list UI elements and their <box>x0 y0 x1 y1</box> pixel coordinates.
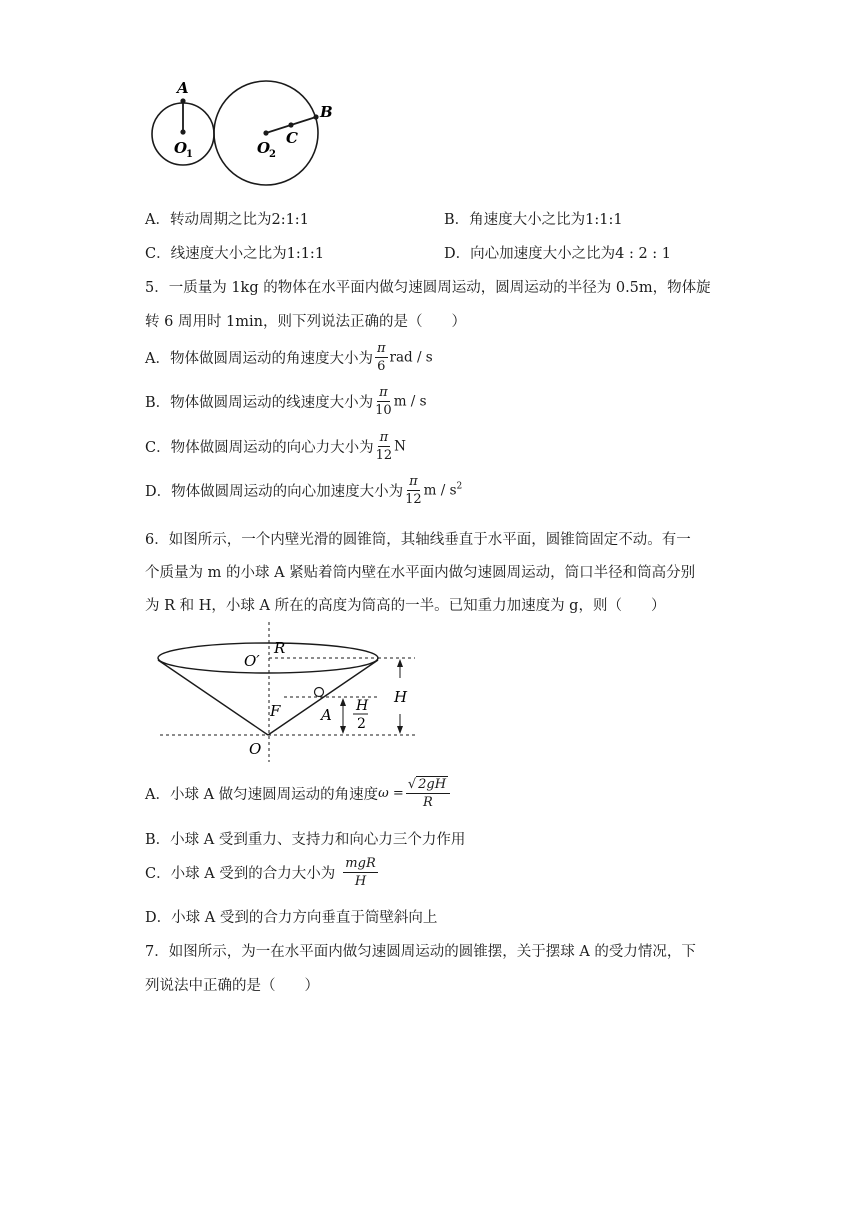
q5-option-c-fraction: $\frac{\pi}{12}$ <box>375 430 393 463</box>
label-a: A <box>177 79 189 97</box>
q6-option-b: B．小球 A 受到重力、支持力和向心力三个力作用 <box>145 832 466 848</box>
q6-stem-line2: 个质量为 m 的小球 A 紧贴着筒内壁在水平面内做匀速圆周运动，筒口半径和筒高分别 <box>145 565 696 581</box>
point-o1 <box>180 129 185 134</box>
q4-option-d: D．向心加速度大小之比为4 : 2 : 1 <box>444 246 672 262</box>
q6-stem-line3: 为 R 和 H，小球 A 所在的高度为筒高的一半。已知重力加速度为 g，则（ ） <box>145 598 666 614</box>
q6-option-a-fraction: $\frac{√ 2gH}{R}$ <box>406 778 450 809</box>
q6-option-c-text: C．小球 A 受到的合力大小为 <box>145 866 336 882</box>
q5-option-d-fraction: $\frac{\pi}{12}$ <box>405 474 422 507</box>
q5-option-a <box>145 342 433 373</box>
q5-option-d <box>145 475 462 506</box>
q5-option-c-text: C．物体做圆周运动的向心力大小为 <box>145 440 374 456</box>
q5-stem-line2: 转 6 周用时 1min，则下列说法正确的是（ ） <box>145 314 467 330</box>
q4-option-c: C．线速度大小之比为1:1:1 <box>145 246 325 262</box>
point-c <box>288 122 293 127</box>
cone-figure <box>150 622 430 764</box>
label-r: R <box>274 639 286 657</box>
label-f: F <box>270 702 281 720</box>
label-o2: O <box>257 139 271 157</box>
label-a: A <box>321 706 332 724</box>
label-o2-sub: 2 <box>269 149 276 160</box>
label-o: O <box>249 740 262 758</box>
q7-stem-line1: 7．如图所示，为一在水平面内做匀速圆周运动的圆锥摆，关于摆球 A 的受力情况，下 <box>145 944 696 960</box>
q4-option-b: B．角速度大小之比为1:1:1 <box>444 212 623 228</box>
q5-option-a-unit: rad / s <box>389 349 433 366</box>
half-h-arrow-up-head <box>340 698 346 706</box>
q6-option-a <box>145 778 452 809</box>
cone-rim <box>158 643 378 673</box>
half-h-arrow-down-head <box>340 726 346 734</box>
q6-option-d: D．小球 A 受到的合力方向垂直于筒壁斜向上 <box>145 910 438 926</box>
q5-option-a-fraction: $\frac{\pi}{6}$ <box>376 341 386 374</box>
q6-option-c-fraction: $\frac{\text{mgR}}{H}$ <box>345 856 376 889</box>
q5-option-c <box>145 431 406 462</box>
h-arrow-down-head <box>397 726 403 734</box>
q5-stem-line1: 5．一质量为 1kg 的物体在水平面内做匀速圆周运动，圆周运动的半径为 0.5m，物体旋 <box>145 280 711 296</box>
q7-stem-line2: 列说法中正确的是（ ） <box>145 978 319 994</box>
h-arrow-up-head <box>397 659 403 667</box>
q5-option-b-text: B．物体做圆周运动的线速度大小为 <box>145 395 374 411</box>
label-h-half-den: 2 <box>357 716 366 732</box>
q5-option-c-unit: N <box>394 438 406 455</box>
label-o1: O <box>174 139 188 157</box>
q5-option-d-unit: m / s <box>423 482 457 499</box>
q5-option-b-fraction: $\frac{\pi}{10}$ <box>375 385 392 418</box>
label-c: C <box>286 129 298 147</box>
point-o2 <box>263 130 268 135</box>
label-h: H <box>394 688 408 706</box>
q5-option-d-text: D．物体做圆周运动的向心加速度大小为 <box>145 484 404 500</box>
label-o1-sub: 1 <box>186 149 193 160</box>
gear-circles-figure <box>140 74 350 192</box>
q6-option-a-omega: ω = <box>378 786 404 801</box>
q5-option-b-unit: m / s <box>393 393 427 410</box>
label-h-half-num: H <box>356 698 369 714</box>
q6-option-c <box>145 857 380 888</box>
q5-option-b <box>145 386 427 417</box>
label-o-prime: O′ <box>244 652 260 670</box>
q4-option-a: A．转动周期之比为2:1:1 <box>145 212 309 228</box>
ball-a <box>315 688 324 697</box>
label-b: B <box>320 103 333 121</box>
q6-option-a-text: A．小球 A 做匀速圆周运动的角速度 <box>145 787 379 803</box>
q6-stem-line1: 6．如图所示，一个内壁光滑的圆锥筒，其轴线垂直于水平面，圆锥筒固定不动。有一 <box>145 532 691 548</box>
q5-option-d-sup: 2 <box>456 481 463 492</box>
point-b <box>313 114 318 119</box>
point-a <box>180 98 185 103</box>
q5-option-a-text: A．物体做圆周运动的角速度大小为 <box>145 351 373 367</box>
